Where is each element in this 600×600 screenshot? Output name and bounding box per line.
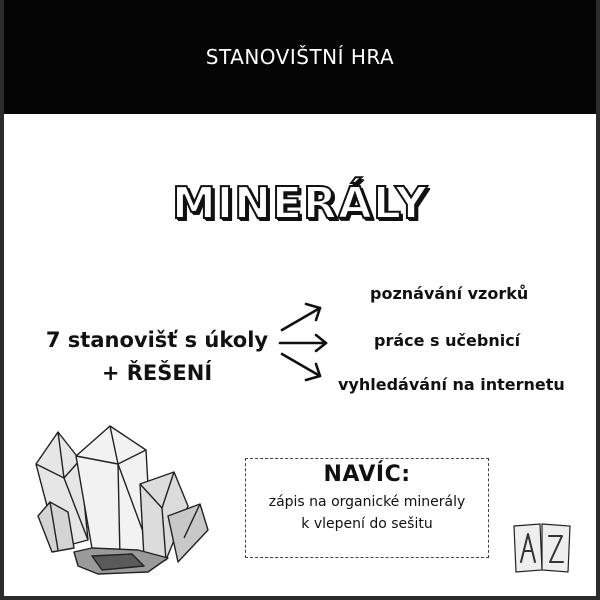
extra-title: NAVÍC: bbox=[323, 462, 411, 487]
extra-info-box bbox=[245, 458, 489, 558]
activity-item-internet: vyhledávání na internetu bbox=[338, 375, 565, 394]
header-title: STANOVIŠTNÍ HRA bbox=[205, 45, 395, 69]
stations-line-1: 7 stanovišť s úkoly bbox=[45, 328, 269, 352]
extra-line-2: k vlepení do sešitu bbox=[301, 516, 433, 532]
activity-item-textbook: práce s učebnicí bbox=[374, 331, 521, 350]
page-title: MINERÁLY bbox=[171, 178, 428, 229]
arrows-icon bbox=[276, 296, 336, 386]
stations-line-2: + ŘEŠENÍ bbox=[101, 361, 213, 385]
activity-item-samples: poznávání vzorků bbox=[370, 284, 529, 303]
extra-line-1: zápis na organické minerály bbox=[268, 494, 466, 510]
stations-text bbox=[32, 324, 282, 390]
crystal-icon bbox=[28, 420, 218, 580]
header-bar bbox=[0, 0, 600, 114]
az-card-icon bbox=[510, 520, 574, 574]
